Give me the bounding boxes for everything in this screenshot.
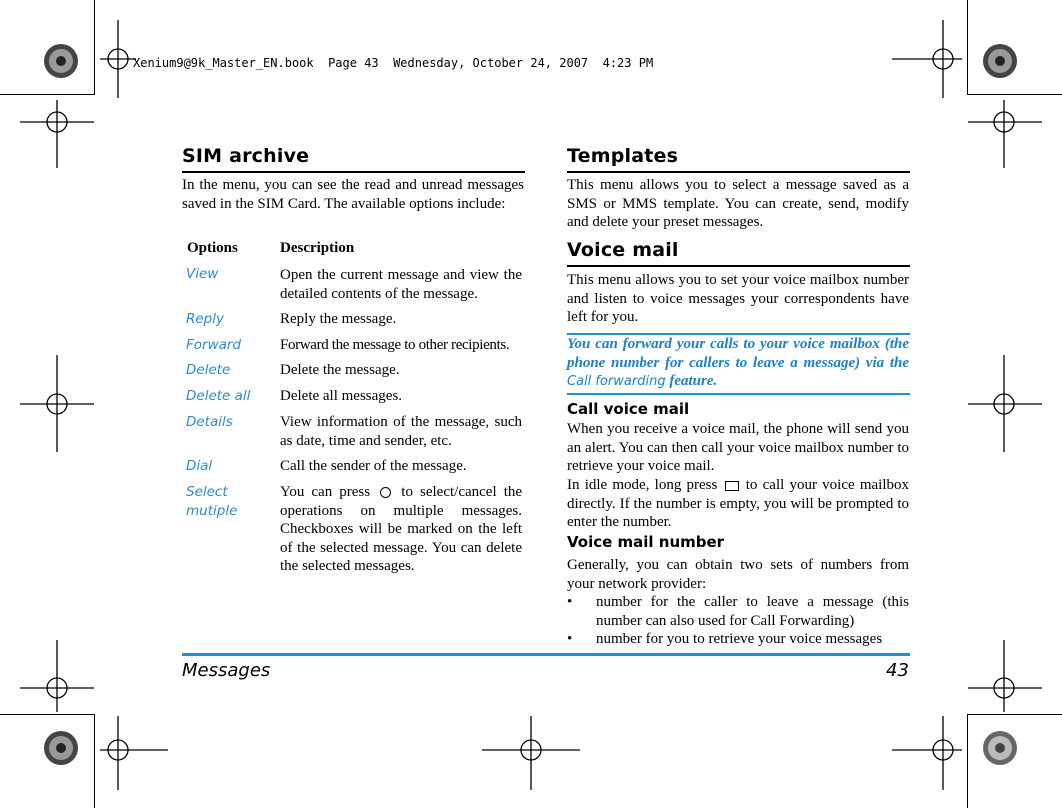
- target-icon: [892, 716, 962, 790]
- option-desc-after: to select/cancel the operations on multiple messages. Checkboxes will be marked on the left of the selected message. You can delete the selected messages.: [280, 484, 523, 574]
- subsection-voice-mail-number: Voice mail number: [567, 533, 725, 551]
- page-number: 43: [886, 660, 909, 681]
- section-title-voice-mail: Voice mail: [567, 239, 679, 261]
- footer-section: Messages: [182, 660, 271, 681]
- key-1-icon: [725, 481, 739, 491]
- title-rule: [182, 171, 525, 173]
- target-icon: [968, 100, 1042, 168]
- option-desc: [280, 483, 522, 576]
- voice-mail-tip: [567, 335, 909, 392]
- option-name: Select mutiple: [186, 484, 238, 519]
- title-rule: [567, 265, 910, 267]
- tip-rule-bottom: [567, 393, 910, 395]
- star-target-icon: [983, 731, 1017, 765]
- option-desc-before: You can press: [280, 484, 371, 500]
- call-forwarding-link[interactable]: Call forwarding: [567, 374, 666, 389]
- target-icon: [482, 716, 580, 790]
- option-desc: Delete all messages.: [280, 388, 403, 404]
- option-name: Delete: [186, 362, 231, 378]
- options-header: Options: [187, 240, 238, 256]
- voice-mail-number-body: Generally, you can obtain two sets of numbers from your network provider:: [567, 557, 909, 592]
- option-name: Forward: [186, 337, 242, 353]
- target-icon: [892, 20, 962, 98]
- option-desc: View information of the message, such as date, time and sender, etc.: [280, 414, 522, 449]
- option-name: Reply: [186, 311, 224, 327]
- sim-archive-intro: In the menu, you can see the read and unread messages saved in the SIM Card. The available options include:: [182, 177, 524, 212]
- option-desc: Forward the message to other recipients.: [280, 337, 510, 353]
- star-target-icon: [44, 44, 78, 78]
- footer-rule: [182, 653, 910, 656]
- target-icon: [20, 100, 94, 168]
- subsection-call-voice-mail: Call voice mail: [567, 400, 690, 418]
- option-name: View: [186, 266, 219, 282]
- print-header: Xenium9@9k_Master_EN.book Page 43 Wednesday, October 24, 2007 4:23 PM: [133, 56, 654, 70]
- templates-body: This menu allows you to select a message saved as a SMS or MMS template. You can create, send, modify and delete your preset messages.: [567, 177, 909, 230]
- target-icon: [100, 716, 168, 790]
- bullet-icon: •: [567, 631, 573, 647]
- bullet-icon: •: [567, 594, 573, 610]
- section-title-sim-archive: SIM archive: [182, 145, 310, 167]
- option-desc: Call the sender of the message.: [280, 458, 467, 474]
- voice-mail-body: This menu allows you to set your voice mailbox number and listen to voice messages your correspondents have left for you.: [567, 272, 909, 325]
- tip-text: You can forward your calls to your voice mailbox (the phone number for callers to leave a message) via the: [567, 336, 909, 371]
- call-voice-mail-body: When you receive a voice mail, the phone will send you an alert. You can then call your voice mailbox number to retrieve your voice mail.: [567, 421, 909, 474]
- long-press-text: In idle mode, long press: [567, 477, 718, 493]
- option-desc: Open the current message and view the detailed contents of the message.: [280, 267, 522, 302]
- target-icon: [968, 640, 1042, 712]
- option-name: Delete all: [186, 388, 251, 404]
- description-header: Description: [280, 240, 355, 256]
- long-press-text-end: to call your voice mailbox directly. If the number is empty, you will be prompted to enter the number.: [567, 477, 910, 530]
- target-icon: [968, 355, 1042, 452]
- target-icon: [20, 355, 94, 452]
- option-desc: Reply the message.: [280, 311, 397, 327]
- list-item: • number for the caller to leave a message (this number can also used for Call Forwarding): [567, 594, 909, 629]
- call-voice-mail-body-2: [567, 476, 909, 532]
- section-title-templates: Templates: [567, 145, 679, 167]
- option-desc: Delete the message.: [280, 362, 400, 378]
- title-rule: [567, 171, 910, 173]
- option-name: Dial: [186, 458, 213, 474]
- star-target-icon: [44, 731, 78, 765]
- target-icon: [20, 640, 94, 712]
- ok-key-icon: [380, 487, 391, 498]
- option-name: Details: [186, 414, 233, 430]
- target-icon: [100, 20, 136, 98]
- tip-text-end: feature.: [669, 373, 718, 389]
- list-item: • number for you to retrieve your voice messages: [567, 631, 883, 647]
- star-target-icon: [983, 44, 1017, 78]
